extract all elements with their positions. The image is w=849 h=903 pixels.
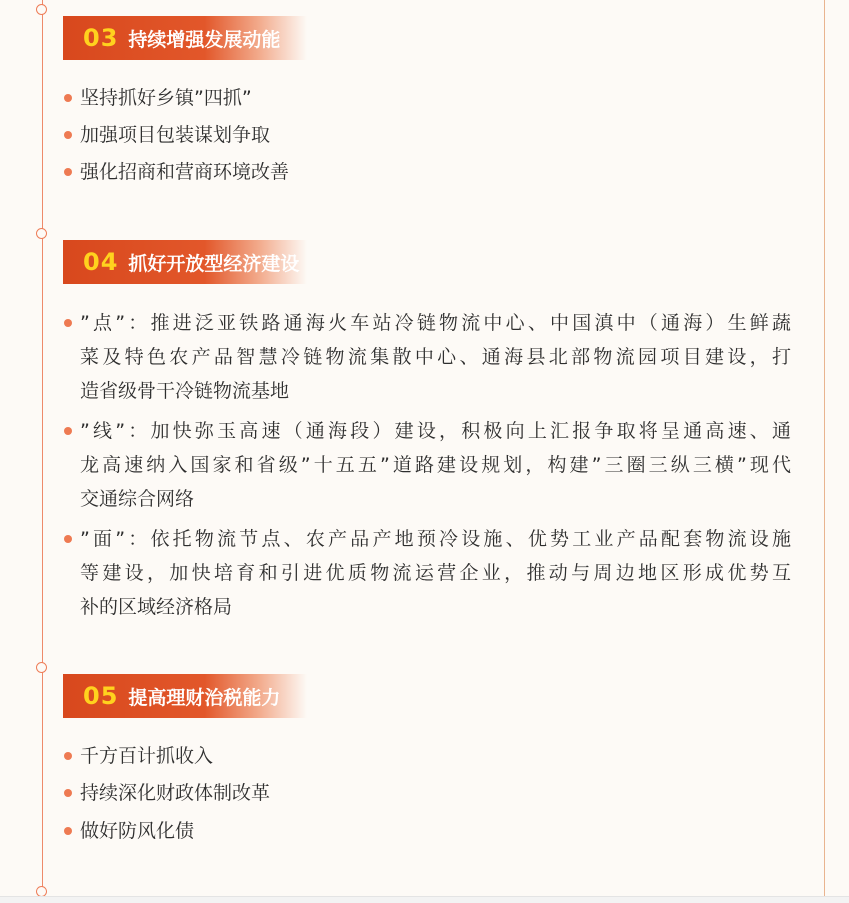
section-title: 抓好开放型经济建设 (128, 252, 300, 275)
bullet-dot (64, 535, 72, 543)
timeline-node (36, 4, 47, 15)
paragraph-line: ”点”：推进泛亚铁路通海火车站冷链物流中心、中国滇中（通海）生鲜蔬 (80, 312, 791, 334)
paragraph-line: 等建设，加快培育和引进优质物流运营企业，推动与周边地区形成优势互 (80, 562, 791, 584)
list-item: 做好防风化债 (80, 820, 195, 842)
list-item: 坚持抓好乡镇”四抓” (80, 87, 252, 109)
list-item: 加强项目包装谋划争取 (80, 124, 271, 146)
bottom-strip (0, 896, 849, 903)
paragraph-line: 补的区域经济格局 (80, 596, 233, 618)
bullet-dot (64, 827, 72, 835)
paragraph-line: 龙高速纳入国家和省级”十五五”道路建设规划，构建”三圈三纵三横”现代 (80, 454, 791, 476)
section-header-03 (63, 16, 307, 60)
timeline-node (36, 228, 47, 239)
timeline-line (42, 0, 43, 893)
section-header-05 (63, 674, 307, 718)
paragraph-line: 交通综合网络 (80, 488, 195, 510)
section-number: 05 (83, 682, 119, 710)
paragraph-line: ”面”：依托物流节点、农产品产地预冷设施、优势工业产品配套物流设施 (80, 528, 791, 550)
right-border-line (824, 0, 825, 903)
section-title: 持续增强发展动能 (128, 28, 281, 51)
bullet-dot (64, 427, 72, 435)
section-title: 提高理财治税能力 (128, 686, 281, 709)
paragraph-line: 造省级骨干冷链物流基地 (80, 380, 290, 402)
paragraph-line: 菜及特色农产品智慧冷链物流集散中心、通海县北部物流园项目建设，打 (80, 346, 791, 368)
timeline-node (36, 662, 47, 673)
bullet-dot (64, 752, 72, 760)
list-item: 强化招商和营商环境改善 (80, 161, 290, 183)
paragraph-line: ”线”：加快弥玉高速（通海段）建设，积极向上汇报争取将呈通高速、通 (80, 420, 791, 442)
bullet-dot (64, 319, 72, 327)
section-number: 04 (83, 248, 119, 276)
bullet-dot (64, 94, 72, 102)
bullet-dot (64, 131, 72, 139)
section-header-04 (63, 240, 307, 284)
list-item: 千方百计抓收入 (80, 745, 214, 767)
list-item: 持续深化财政体制改革 (80, 782, 271, 804)
bullet-dot (64, 168, 72, 176)
bullet-dot (64, 789, 72, 797)
section-number: 03 (83, 24, 119, 52)
